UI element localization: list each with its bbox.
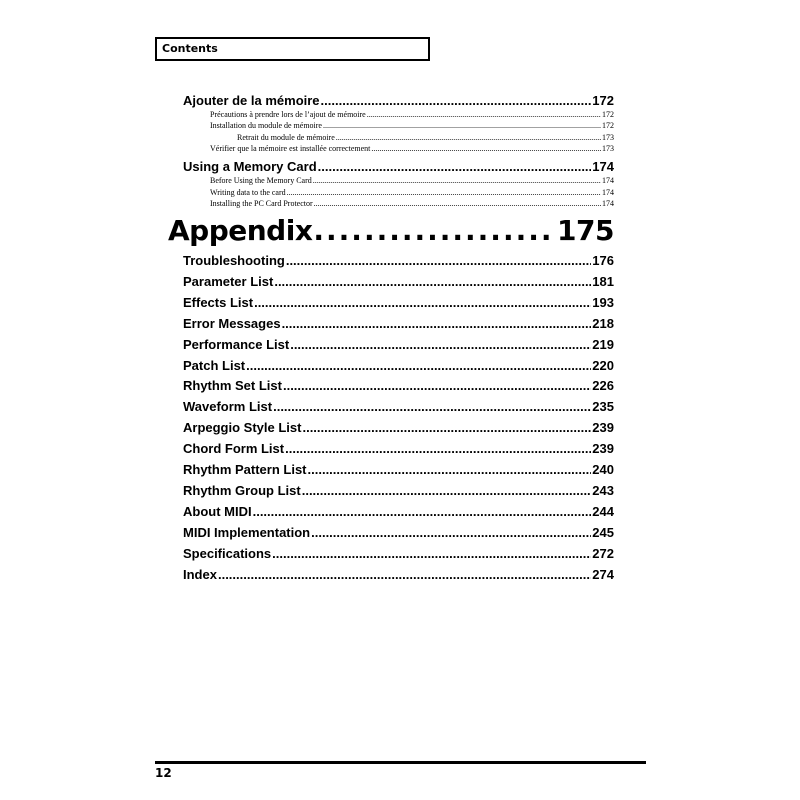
dot-leader: [285, 441, 591, 456]
toc-entry[interactable]: [183, 295, 614, 311]
toc-entry[interactable]: [183, 274, 614, 290]
entry-title: Specifications: [183, 545, 272, 561]
entry-page: 176: [592, 253, 614, 268]
dot-leader: [371, 144, 601, 153]
dot-leader: [283, 378, 591, 393]
entry-page: 244: [592, 503, 614, 519]
entry-title: Error Messages: [183, 315, 281, 331]
entry-title: Writing data to the card: [210, 187, 286, 197]
entry-title: Installing the PC Card Protector: [210, 198, 313, 208]
dot-leader: [272, 546, 591, 561]
dot-leader: [287, 188, 601, 197]
entry-page: 218: [592, 315, 614, 331]
toc-entry[interactable]: [183, 159, 614, 175]
dot-leader: [318, 159, 592, 174]
entry-page: 243: [592, 482, 614, 498]
entry-page: 272: [592, 545, 614, 561]
entry-title: Before Using the Memory Card: [210, 176, 312, 186]
entry-page: 173: [602, 143, 614, 153]
toc-entry[interactable]: [183, 525, 614, 541]
entry-page: 245: [592, 524, 614, 540]
toc-entry[interactable]: [210, 199, 614, 210]
toc-entry[interactable]: [237, 133, 614, 144]
entry-title: Effects List: [183, 294, 254, 310]
dot-leader: [290, 337, 591, 352]
toc-entry[interactable]: [183, 358, 614, 374]
entry-page: 226: [592, 378, 614, 394]
toc-entry[interactable]: [183, 253, 614, 269]
entry-page: 174: [592, 159, 614, 175]
entry-page: 173: [602, 132, 614, 142]
entry-title: Using a Memory Card: [183, 159, 317, 175]
entry-page: 175: [557, 214, 614, 247]
toc-entry[interactable]: [183, 93, 614, 109]
dot-leader: [313, 214, 556, 247]
entry-page: 174: [602, 198, 614, 208]
toc-entry[interactable]: [210, 144, 614, 155]
entry-title: Ajouter de la mémoire: [183, 93, 320, 108]
entry-page: 235: [592, 399, 614, 415]
toc-entry[interactable]: [183, 462, 614, 478]
entry-title: Performance List: [183, 336, 290, 352]
entry-title: Rhythm Group List: [183, 482, 301, 498]
dot-leader: [273, 399, 591, 414]
dot-leader: [254, 295, 591, 310]
toc-entry[interactable]: [210, 188, 614, 199]
entry-title: Parameter List: [183, 273, 274, 289]
toc-entry[interactable]: [183, 316, 614, 332]
footer-rule: [155, 761, 646, 764]
dot-leader: [308, 462, 592, 477]
dot-leader: [314, 199, 601, 208]
entry-page: 172: [592, 93, 614, 108]
entry-page: 219: [592, 336, 614, 352]
toc-entry[interactable]: [183, 483, 614, 499]
toc-entry[interactable]: [183, 399, 614, 415]
entry-page: 174: [602, 176, 614, 186]
entry-page: 239: [592, 441, 614, 457]
dot-leader: [323, 121, 601, 130]
entry-title: Index: [183, 566, 217, 582]
dot-leader: [282, 316, 592, 331]
entry-title: Rhythm Set List: [183, 378, 282, 394]
entry-title: Arpeggio Style List: [183, 420, 302, 436]
entry-page: 240: [592, 462, 614, 477]
dot-leader: [274, 274, 591, 289]
entry-title: MIDI Implementation: [183, 524, 311, 540]
entry-page: 239: [592, 420, 614, 436]
entry-page: 181: [592, 273, 614, 289]
entry-title: Vérifier que la mémoire est installée correctement: [210, 143, 371, 153]
toc-entry[interactable]: [183, 441, 614, 457]
entry-page: 193: [592, 294, 614, 310]
entry-title: Retrait du module de mémoire: [237, 132, 335, 142]
entry-page: 220: [592, 357, 614, 373]
toc-entry[interactable]: [183, 546, 614, 562]
section-header: Contents: [155, 37, 430, 61]
entry-title: Installation du module de mémoire: [210, 121, 322, 131]
entry-page: 274: [592, 566, 614, 582]
entry-page: 174: [602, 187, 614, 197]
entry-title: About MIDI: [183, 503, 252, 519]
dot-leader: [367, 110, 601, 119]
dot-leader: [302, 420, 591, 435]
dot-leader: [311, 525, 591, 540]
dot-leader: [286, 253, 591, 268]
entry-page: 172: [602, 110, 614, 119]
toc-entry[interactable]: [210, 176, 614, 187]
toc-entry[interactable]: [183, 504, 614, 520]
toc-entry[interactable]: [183, 420, 614, 436]
page-number: 12: [155, 766, 172, 780]
toc-entry[interactable]: [210, 110, 614, 121]
entry-title: Rhythm Pattern List: [183, 462, 307, 477]
dot-leader: [218, 567, 591, 582]
dot-leader: [321, 93, 592, 108]
entry-title: Patch List: [183, 357, 246, 373]
dot-leader: [313, 176, 601, 185]
toc-entry[interactable]: [168, 214, 614, 248]
entry-title: Troubleshooting: [183, 253, 285, 268]
dot-leader: [336, 133, 601, 142]
entry-title: Appendix: [168, 214, 313, 247]
entry-title: Précautions à prendre lors de l’ajout de mémoire: [210, 110, 366, 119]
dot-leader: [253, 504, 592, 519]
toc-entry[interactable]: [183, 567, 614, 583]
entry-title: Waveform List: [183, 399, 273, 415]
toc-entry[interactable]: [183, 337, 614, 353]
toc-entry[interactable]: [210, 121, 614, 132]
dot-leader: [246, 358, 591, 373]
toc-entry[interactable]: [183, 378, 614, 394]
dot-leader: [302, 483, 592, 498]
entry-title: Chord Form List: [183, 441, 285, 457]
entry-page: 172: [602, 121, 614, 131]
